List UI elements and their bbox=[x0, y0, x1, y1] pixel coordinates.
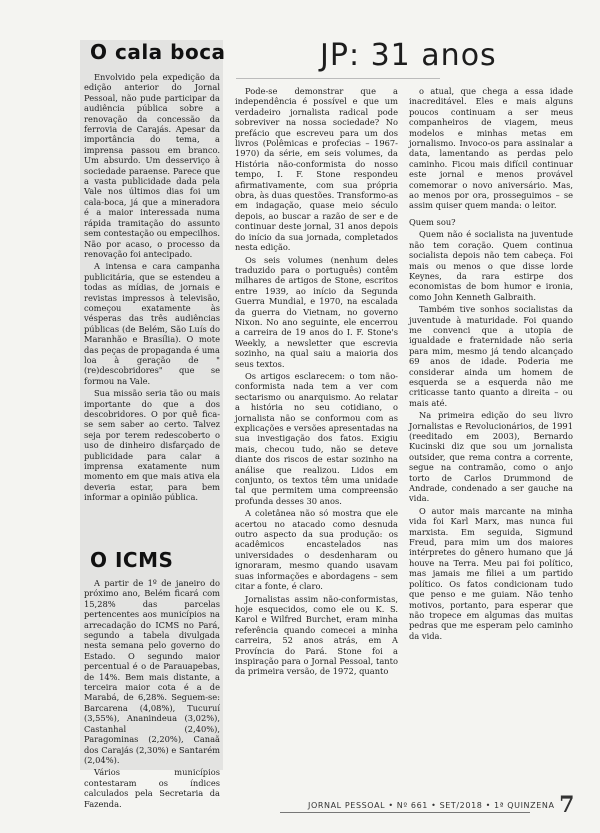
article-headline: JP: 31 anos bbox=[320, 38, 497, 73]
article-subhead: Quem sou? bbox=[409, 216, 456, 227]
article-paragraph: o atual, que chega a essa idade inacreditável. Eles e mais alguns poucos continuam a ser meus companheiros de viagem, meus modelos e minhas metas em jornalismo. Invoco-os para assinalar a data, lamentando as perdas pelo caminho. Ficou mais difícil continuar este jornal e menos provável comemorar o novo aniversário. Mas, ao menos por ora, prosseguimos – se assim quiser quem manda: o leitor. bbox=[409, 86, 573, 211]
headline-rule bbox=[236, 78, 440, 79]
article-paragraph: Os artigos esclarecem: o tom não-conformista nada tem a ver com sectarismo ou anarquismo. Ao relatar a história no seu cotidiano, o jornalista não se conformou com as explicações e versões apresentadas na sua investigação dos fatos. Exigiu mais, checou tudo, não se deteve diante dos riscos de estar sozinho na análise que realizou. Lidos em conjunto, os textos têm uma unidade tal que permitem uma compreensão profunda desses 30 anos. bbox=[235, 370, 398, 506]
article-column-1 bbox=[235, 86, 398, 677]
article-paragraph: Pode-se demonstrar que a independência é possível e que um verdadeiro jornalista radical pode sobreviver na nossa sociedade? No prefácio que escreveu para um dos livros (Polêmicas e profecias – 1967-1970) da série, em seis volumes, da História não-conformista do nosso tempo, I. F. Stone respondeu afirmativamente, com sua própria obra, às duas questões. Transformo-as em indagação, quase meio século depois, ao buscar a razão de ser e de continuar deste jornal, 31 anos depois do início da sua jornada, completados nesta edição. bbox=[235, 86, 398, 253]
article-paragraph: Jornalistas assim não-conformistas, hoje esquecidos, como ele ou K. S. Karol e Wilfred Burchet, eram minha referência quando comecei a minha carreira, 52 anos atrás, em A Província do Pará. Stone foi a inspiração para o Jornal Pessoal, tanto da primeira versão, de 1972, quanto bbox=[235, 593, 398, 677]
footer-publication-info: JORNAL PESSOAL • Nº 661 • SET/2018 • 1ª QUINZENA bbox=[308, 801, 555, 810]
article-paragraph: Os seis volumes (nenhum deles traduzido para o português) contêm milhares de artigos de Stone, escritos entre 1939, ao início da Segunda Guerra Mundial, e 1970, na escalada da guerra do Vietnam, no governo Nixon. No ano seguinte, ele encerrou a carreira de 19 anos do I. F. Stone's Weekly, a newsletter que escrevia sozinho, na qual saiu a maioria dos seus textos. bbox=[235, 254, 398, 369]
cala-paragraph: A intensa e cara campanha publicitária, que se estendeu a todas as mídias, de jornais e revistas impressos à televisão, começou exatamente às vésperas das três audiências públicas (de Belém, São Luís do Maranhão e Brasília). O mote das peças de propaganda é uma loa à geração de "(re)descobridores" que se formou na Vale. bbox=[84, 261, 220, 386]
page-footer bbox=[270, 792, 575, 821]
article-paragraph: O autor mais marcante na minha vida foi Karl Marx, mas nunca fui marxista. Em seguida, Sigmund Freud, para mim um dos maiores intérpretes do gênero humano que já houve na Terra. Meu pai foi político, mas jamais me filiei a um partido político. Os fatos condicionam tudo que penso e me guiam. Não tenho motivos, portanto, para esperar que não tropece em algumas das muitas pedras que me esperam pelo caminho da vida. bbox=[409, 505, 573, 641]
cala-boca-title: O cala boca bbox=[90, 40, 226, 64]
page-number: 7 bbox=[559, 792, 575, 818]
article-paragraph: Quem não é socialista na juventude não tem coração. Quem continua socialista depois não tem cabeça. Foi mais ou menos o que disse lorde Keynes, da rara estirpe dos economistas de bom humor e ironia, como John Kenneth Galbraith. bbox=[409, 229, 573, 302]
icms-paragraph: Vários municípios contestaram os índices calculados pela Secretaria da Fazenda. bbox=[84, 767, 220, 809]
cala-boca-body bbox=[84, 72, 220, 503]
article-paragraph: A coletânea não só mostra que ele acertou no atacado como desnuda outro aspecto da sua produção: os acadêmicos encastelados nas universidades o desdenharam ou ignoraram, mesmo quando usavam suas informações e abordagens – sem citar a fonte, é claro. bbox=[235, 508, 398, 592]
icms-body bbox=[84, 578, 220, 809]
article-column-2 bbox=[409, 86, 573, 641]
icms-title: O ICMS bbox=[90, 548, 174, 572]
icms-paragraph: A partir de 1º de janeiro do próximo ano, Belém ficará com 15,28% das parcelas pertencentes aos municípios na arrecadação do ICMS no Pará, segundo a tabela divulgada nesta semana pelo governo do Estado. O segundo maior percentual é o de Parauapebas, de 14%. Bem mais distante, a terceira maior cota é a de Marabá, de 6,28%. Seguem-se: Barcarena (4,08%), Tucuruí (3,55%), Ananindeua (3,02%), Castanhal (2,40%), Paragominas (2,20%), Canaã dos Carajás (2,30%) e Santarém (2,04%). bbox=[84, 578, 220, 765]
article-paragraph: Na primeira edição do seu livro Jornalistas e Revolucionários, de 1991 (reeditado em 2003), Bernardo Kucinski diz que sou um jornalista outsider, que rema contra a corrente, segue na contramão, como o anjo torto de Carlos Drummond de Andrade, condenado a ser gauche na vida. bbox=[409, 410, 573, 504]
cala-paragraph: Sua missão seria tão ou mais importante do que a dos descobridores. O por quê fica-se sem saber ao certo. Talvez seja por terem redescoberto o uso de dinheiro disfarçado de publicidade para calar a imprensa exatamente num momento em que mais ativa ela deveria estar, para bem informar a opinião pública. bbox=[84, 388, 220, 503]
cala-paragraph: Envolvido pela expedição da edição anterior do Jornal Pessoal, não pude participar da audiência pública sobre a renovação da concessão da ferrovia de Carajás. Apesar da importância do tema, a imprensa passou em branco. Um absurdo. Um desserviço à sociedade paraense. Parece que a vasta publicidade dada pela Vale nos últimos dias foi um cala-boca, já que a mineradora é a maior interessada numa rápida tramitação do assunto sem contestação ou empecilhos. Não por acaso, o processo da renovação foi antecipado. bbox=[84, 72, 220, 259]
article-paragraph: Também tive sonhos socialistas da juventude à maturidade. Foi quando me convenci que a utopia de igualdade e fraternidade não seria para mim, mesmo já tendo alcançado 69 anos de idade. Poderia me considerar ainda um homem de esquerda se a esquerda não me criticasse tanto quanto a direita – ou mais até. bbox=[409, 304, 573, 408]
